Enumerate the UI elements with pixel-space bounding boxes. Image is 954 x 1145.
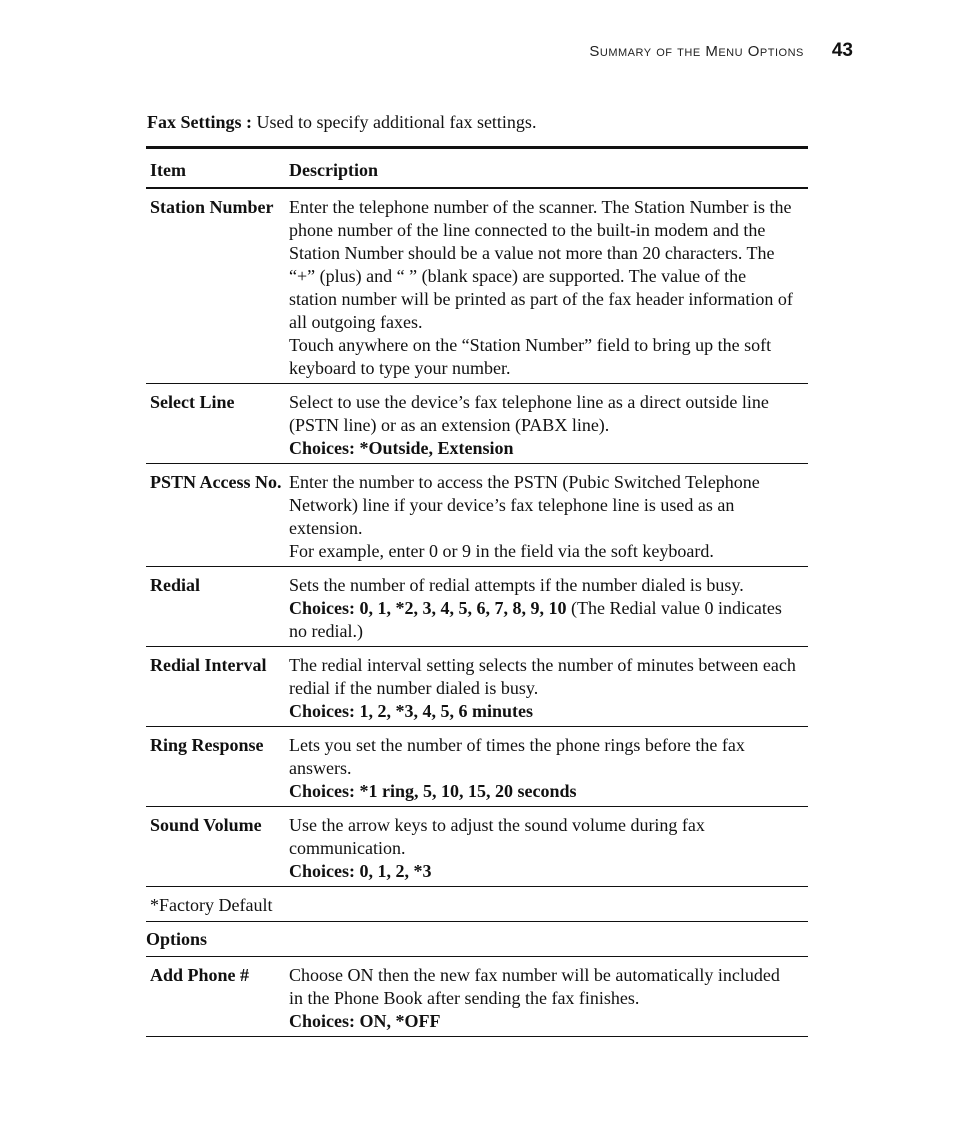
table-header-row — [146, 148, 808, 189]
fax-settings-table — [146, 146, 808, 1037]
description-text: Use the arrow keys to adjust the sound volume during fax communication. — [289, 815, 705, 858]
description-cell — [289, 188, 808, 384]
description-text: Choose ON then the new fax number will be automatically included in the Phone Book after sending the fax finishes. — [289, 965, 780, 1008]
choices-text: Choices: ON, *OFF — [289, 1011, 441, 1031]
table-row — [146, 464, 808, 567]
description-text: Select to use the device’s fax telephone line as a direct outside line (PSTN line) or as an extension (PABX line). — [289, 392, 769, 435]
choices-line — [289, 597, 798, 643]
choices-note: (The Redial value 0 indicates no redial.) — [289, 598, 782, 641]
section-label: Fax Settings : — [147, 112, 252, 132]
table-row — [146, 647, 808, 727]
options-heading: Options — [146, 922, 808, 957]
description-text: The redial interval setting selects the number of minutes between each redial if the number dialed is busy. — [289, 655, 796, 698]
description-cell — [289, 384, 808, 464]
description-text: Sets the number of redial attempts if the number dialed is busy. — [289, 575, 744, 595]
table-row — [146, 727, 808, 807]
description-cell — [289, 727, 808, 807]
choices-text: Choices: *Outside, Extension — [289, 438, 514, 458]
description-cell — [289, 567, 808, 647]
description-cell — [289, 464, 808, 567]
description-cell — [289, 957, 808, 1037]
choices-text: Choices: 0, 1, *2, 3, 4, 5, 6, 7, 8, 9, 10 — [289, 598, 567, 618]
section-intro — [147, 112, 536, 133]
item-redial: Redial — [146, 567, 289, 647]
choices-text: Choices: 1, 2, *3, 4, 5, 6 minutes — [289, 701, 533, 721]
table-row — [146, 188, 808, 384]
table-row — [146, 567, 808, 647]
description-cell — [289, 807, 808, 887]
choices-text: Choices: 0, 1, 2, *3 — [289, 861, 432, 881]
description-cell — [289, 647, 808, 727]
column-header-item: Item — [146, 148, 289, 189]
description-text: For example, enter 0 or 9 in the field via the soft keyboard. — [289, 541, 714, 561]
factory-default-note: *Factory Default — [146, 887, 808, 922]
item-sound-volume: Sound Volume — [146, 807, 289, 887]
page-number: 43 — [831, 40, 853, 61]
item-station-number: Station Number — [146, 188, 289, 384]
description-text: Touch anywhere on the “Station Number” field to bring up the soft keyboard to type your number. — [289, 335, 772, 378]
running-header — [589, 40, 853, 62]
item-select-line: Select Line — [146, 384, 289, 464]
choices-text: Choices: *1 ring, 5, 10, 15, 20 seconds — [289, 781, 577, 801]
table-row — [146, 807, 808, 887]
table-row — [146, 384, 808, 464]
item-add-phone: Add Phone # — [146, 957, 289, 1037]
description-text: Enter the number to access the PSTN (Pubic Switched Telephone Network) line if your device’s fax telephone line is used as an extension. — [289, 472, 760, 538]
item-redial-interval: Redial Interval — [146, 647, 289, 727]
description-text: Lets you set the number of times the phone rings before the fax answers. — [289, 735, 745, 778]
footnote-row — [146, 887, 808, 922]
options-heading-row — [146, 922, 808, 957]
description-text: Enter the telephone number of the scanner. The Station Number is the phone number of the line connected to the built-in modem and the Station Number should be a value not more than 20 characters. The “+” (plus) and “ ” (blank space) are supported. The value of the station number will be printed as part of the fax header information of all outgoing faxes. — [289, 197, 793, 332]
item-pstn-access-no: PSTN Access No. — [146, 464, 289, 567]
table-row — [146, 957, 808, 1037]
running-title: Summary of the Menu Options — [589, 43, 804, 60]
section-description: Used to specify additional fax settings. — [256, 112, 537, 132]
item-ring-response: Ring Response — [146, 727, 289, 807]
column-header-description: Description — [289, 148, 808, 189]
